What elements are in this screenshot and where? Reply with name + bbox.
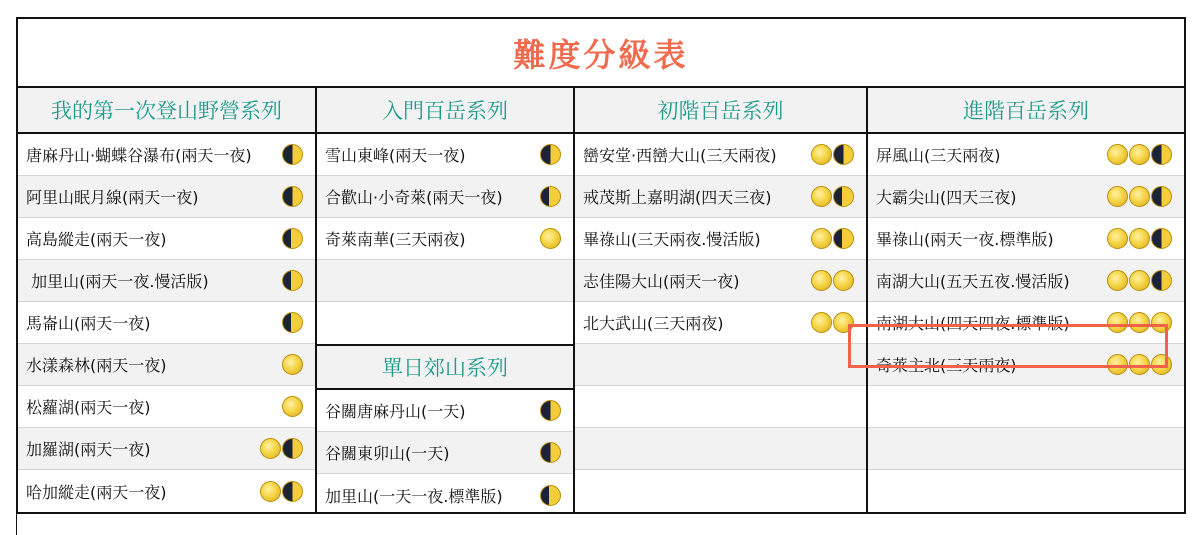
table-row xyxy=(18,302,315,344)
column-header: 初階百岳系列 xyxy=(575,88,866,134)
table-row xyxy=(18,218,315,260)
table-row xyxy=(317,302,573,344)
route-label: 谷關東卯山(一天) xyxy=(325,444,450,463)
full-moon-icon xyxy=(1107,354,1128,375)
table-row xyxy=(575,260,866,302)
difficulty-rating xyxy=(1107,354,1172,375)
table-row xyxy=(317,218,573,260)
full-moon-icon xyxy=(260,438,281,459)
table-row xyxy=(868,134,1184,176)
route-label: 奇萊主北(三天兩夜) xyxy=(876,356,1017,375)
half-moon-icon xyxy=(833,228,854,249)
difficulty-rating xyxy=(1107,144,1172,165)
half-moon-icon xyxy=(282,186,303,207)
full-moon-icon xyxy=(811,144,832,165)
full-moon-icon xyxy=(1151,312,1172,333)
column-first-camping xyxy=(18,88,315,512)
table-row xyxy=(317,134,573,176)
half-moon-icon xyxy=(1151,228,1172,249)
table-row xyxy=(868,260,1184,302)
full-moon-icon xyxy=(811,186,832,207)
table-row xyxy=(868,428,1184,470)
table-row xyxy=(317,176,573,218)
full-moon-icon xyxy=(1129,228,1150,249)
difficulty-rating xyxy=(282,354,303,375)
route-label: 合歡山·小奇萊(兩天一夜) xyxy=(325,188,503,207)
difficulty-rating xyxy=(282,312,303,333)
difficulty-rating xyxy=(540,228,561,249)
full-moon-icon xyxy=(1129,270,1150,291)
route-label: 哈加縱走(兩天一夜) xyxy=(26,482,167,502)
route-label: 奇萊南華(三天兩夜) xyxy=(325,230,466,249)
half-moon-icon xyxy=(282,312,303,333)
difficulty-table xyxy=(16,17,1186,514)
half-moon-icon xyxy=(282,228,303,249)
table-row xyxy=(868,470,1184,512)
route-label: 谷關唐麻丹山(一天) xyxy=(325,402,466,421)
route-label: 南湖大山(五天五夜.慢活版) xyxy=(876,272,1070,291)
half-moon-icon xyxy=(1151,270,1172,291)
full-moon-icon xyxy=(811,228,832,249)
table-row xyxy=(317,260,573,302)
half-moon-icon xyxy=(540,400,561,421)
difficulty-rating xyxy=(811,228,854,249)
half-moon-icon xyxy=(833,186,854,207)
full-moon-icon xyxy=(1107,144,1128,165)
route-label: 南湖大山(四天四夜.標準版) xyxy=(876,314,1070,333)
route-label: 戒茂斯上嘉明湖(四天三夜) xyxy=(583,188,772,207)
divider-line xyxy=(16,514,17,535)
table-row xyxy=(18,260,315,302)
full-moon-icon xyxy=(1129,186,1150,207)
table-row xyxy=(18,428,315,470)
table-row xyxy=(868,218,1184,260)
difficulty-rating xyxy=(282,144,303,165)
full-moon-icon xyxy=(1107,270,1128,291)
route-label: 雪山東峰(兩天一夜) xyxy=(325,146,466,165)
full-moon-icon xyxy=(833,270,854,291)
table-row xyxy=(575,344,866,386)
route-label: 加羅湖(兩天一夜) xyxy=(26,440,151,459)
half-moon-icon xyxy=(833,144,854,165)
route-label: 志佳陽大山(兩天一夜) xyxy=(583,272,740,291)
half-moon-icon xyxy=(540,144,561,165)
full-moon-icon xyxy=(260,481,281,502)
table-row xyxy=(868,386,1184,428)
route-label: 畢祿山(兩天一夜.標準版) xyxy=(876,230,1054,249)
table-row xyxy=(18,344,315,386)
route-label: 唐麻丹山·蝴蝶谷瀑布(兩天一夜) xyxy=(26,146,252,165)
route-label: 阿里山眠月線(兩天一夜) xyxy=(26,188,199,207)
column-header: 我的第一次登山野營系列 xyxy=(18,88,315,134)
half-moon-icon xyxy=(540,186,561,207)
difficulty-rating xyxy=(282,270,303,291)
difficulty-rating xyxy=(540,144,561,165)
difficulty-rating xyxy=(260,481,303,502)
half-moon-icon xyxy=(282,481,303,502)
full-moon-icon xyxy=(811,312,832,333)
half-moon-icon xyxy=(540,442,561,463)
difficulty-rating xyxy=(540,485,561,506)
route-label: 高島縱走(兩天一夜) xyxy=(26,230,167,249)
table-row xyxy=(575,134,866,176)
half-moon-icon xyxy=(1151,144,1172,165)
difficulty-rating xyxy=(540,400,561,421)
table-row xyxy=(317,474,573,516)
table-row xyxy=(575,176,866,218)
half-moon-icon xyxy=(282,144,303,165)
route-label: 水漾森林(兩天一夜) xyxy=(26,356,167,375)
full-moon-icon xyxy=(282,396,303,417)
full-moon-icon xyxy=(1129,312,1150,333)
route-label: 巒安堂·西巒大山(三天兩夜) xyxy=(583,146,777,165)
difficulty-rating xyxy=(260,438,303,459)
table-row xyxy=(575,302,866,344)
column-header: 進階百岳系列 xyxy=(868,88,1184,134)
full-moon-icon xyxy=(282,354,303,375)
column-intro-peaks xyxy=(315,88,573,512)
table-row xyxy=(18,386,315,428)
column-header: 入門百岳系列 xyxy=(317,88,573,134)
column-advanced-peaks xyxy=(866,88,1184,512)
difficulty-rating xyxy=(811,186,854,207)
table-row xyxy=(317,432,573,474)
table-row xyxy=(18,470,315,512)
half-moon-icon xyxy=(1151,186,1172,207)
table-row xyxy=(868,302,1184,344)
route-label: 畢祿山(三天兩夜.慢活版) xyxy=(583,230,761,249)
difficulty-rating xyxy=(540,442,561,463)
difficulty-rating xyxy=(282,396,303,417)
table-row xyxy=(575,218,866,260)
difficulty-rating xyxy=(811,312,854,333)
route-label: 馬崙山(兩天一夜) xyxy=(26,314,151,333)
table-row xyxy=(575,470,866,512)
difficulty-rating xyxy=(811,270,854,291)
route-label: 北大武山(三天兩夜) xyxy=(583,314,724,333)
full-moon-icon xyxy=(1107,228,1128,249)
full-moon-icon xyxy=(1151,354,1172,375)
table-row xyxy=(575,428,866,470)
half-moon-icon xyxy=(282,270,303,291)
full-moon-icon xyxy=(1107,186,1128,207)
table-row xyxy=(575,386,866,428)
full-moon-icon xyxy=(1129,354,1150,375)
full-moon-icon xyxy=(811,270,832,291)
difficulty-rating xyxy=(282,228,303,249)
route-label: 加里山(兩天一夜.慢活版) xyxy=(26,272,209,291)
difficulty-rating xyxy=(540,186,561,207)
full-moon-icon xyxy=(1129,144,1150,165)
route-label: 屏風山(三天兩夜) xyxy=(876,146,1001,165)
difficulty-rating xyxy=(1107,186,1172,207)
route-label: 松蘿湖(兩天一夜) xyxy=(26,398,151,417)
difficulty-rating xyxy=(1107,312,1172,333)
table-row xyxy=(317,390,573,432)
table-row xyxy=(868,344,1184,386)
full-moon-icon xyxy=(833,312,854,333)
table-row xyxy=(18,176,315,218)
difficulty-rating xyxy=(811,144,854,165)
table-row xyxy=(868,176,1184,218)
table-title: 難度分級表 xyxy=(18,19,1184,88)
difficulty-rating xyxy=(282,186,303,207)
table-row xyxy=(18,134,315,176)
full-moon-icon xyxy=(540,228,561,249)
half-moon-icon xyxy=(540,485,561,506)
route-label: 加里山(一天一夜.標準版) xyxy=(325,486,503,506)
difficulty-rating xyxy=(1107,228,1172,249)
full-moon-icon xyxy=(1107,312,1128,333)
difficulty-rating xyxy=(1107,270,1172,291)
sub-column-header: 單日郊山系列 xyxy=(317,344,573,390)
column-beginner-peaks xyxy=(573,88,866,512)
half-moon-icon xyxy=(282,438,303,459)
route-label: 大霸尖山(四天三夜) xyxy=(876,188,1017,207)
